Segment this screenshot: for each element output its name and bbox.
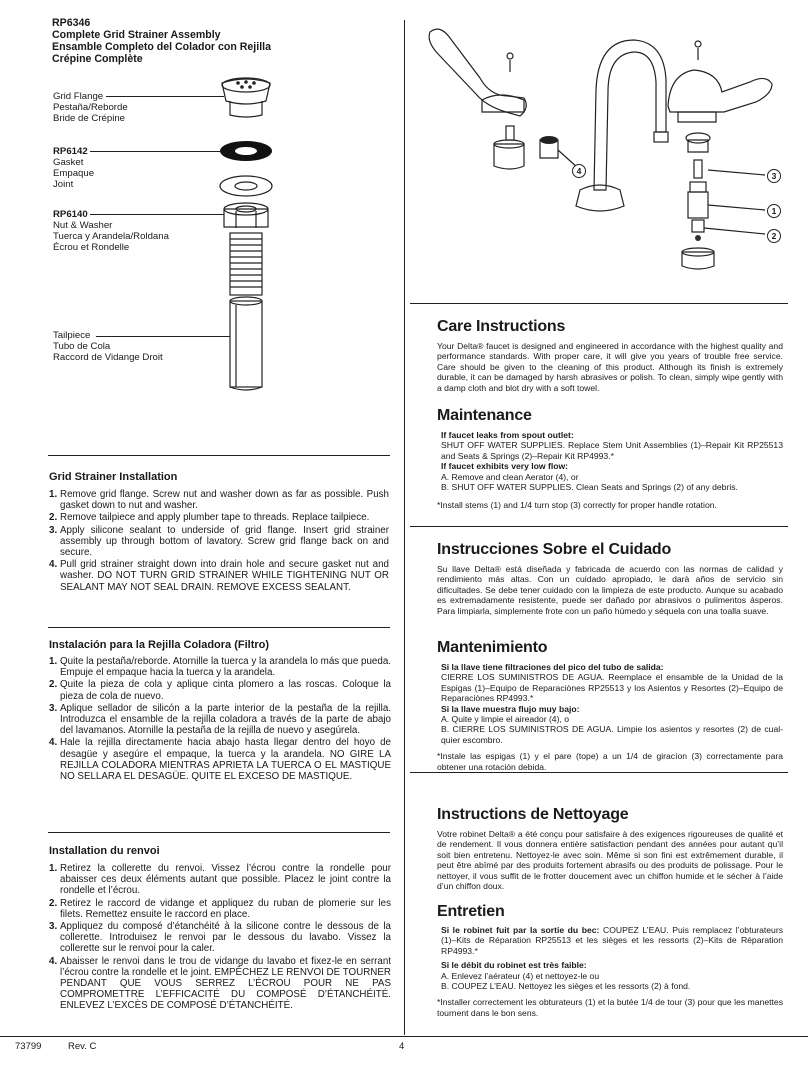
column-divider <box>404 20 405 1035</box>
rule-left-3 <box>48 832 390 833</box>
list-item: 1. Retirez la collerette du renvoi. Vissez l’écrou contre la rondelle pour abaisser ces deux éléments autant que possible. Placez le joint contre la rondelle et l’écrou. <box>49 863 391 897</box>
maint-es-body: Si la llave tiene filtraciones del pico del tubo de salida: CIERRE LOS SUMINISTROS DE AGUA. Reemplace el ensamble de la Unidad de la Espigas (1)–Equipo de Reparaciònes RP25513 y los Asientos y Resortes (2)–Equipo de Reparaciònes RP4993.* Si la llave muestra flujo muy bajo: A. Quite y limpie el aireador (4), o B. CIERRE LOS SUMINISTROS DE AGUA. Limpie los asientos y resortes (2) de cual-quier escombro. *Instale las espigas (1) y el pare (tope) a un 1/4 de giracíon (3) correctamente para obtener una rotación debida. <box>437 662 783 772</box>
care-en-text: Your Delta® faucet is designed and engineered in accordance with the highest quality and performance standards. With proper care, it will give you years of trouble free service. Care should be given to the cleaning of this product. Although its finish is extremely durable, it can be damaged by harsh abrasives or polish. To clean, simply wipe gently with a damp cloth and blot dry with a soft towel. <box>437 341 783 393</box>
grid-fr-title: Installation du renvoi <box>49 845 160 857</box>
list-item: 1. Remove grid flange. Screw nut and washer down as far as possible. Push gasket down to nut and washer. <box>49 489 389 512</box>
grid-fr-steps <box>49 863 391 1013</box>
rule-left-1 <box>48 455 390 456</box>
list-item: 1. Quite la pestaña/reborde. Atornille la tuerca y la arandela lo más que pueda. Empuje el empaque hacia la tuerca y la arandela. <box>49 656 391 679</box>
title-block <box>52 17 271 65</box>
list-item: 2. Quite la pieza de cola y aplique cinta plomero a las roscas. Coloque la pieza de cola de nuevo. <box>49 679 391 702</box>
callout-4: 4 <box>572 164 586 178</box>
screw-left <box>507 53 513 72</box>
list-item: 3. Apply silicone sealant to underside of grid flange. Insert grid strainer assembly up through bottom of lavatory. Screw grid flange back on and secure. <box>49 524 389 559</box>
rule-left-2 <box>48 627 390 628</box>
washer-drawing <box>220 176 272 196</box>
left-stem-drawing <box>494 126 524 169</box>
nut-drawing <box>224 203 268 228</box>
list-item: 4. Pull grid strainer straight down into drain hole and secure gasket nut and washer. DO NOT TURN GRID STRAINER WHILE TIGHTENING NUT OR SEALANT MAY NOT SEAL DRAIN. REMOVE EXCESS SEALANT. <box>49 559 389 593</box>
care-fr-text: Votre robinet Delta® a été conçu pour satisfaire à des exigences rigoureuses de qualité et de rendement. Il vous donnera entière satisfaction pendant des années pour autant qu’il soit bien entretenu. Nettoyez-le avec soin. Même si son fini est extrêmement durable, il peut être abîmé par des produits fortement abrasifs ou des produits de polissage. Pour le nettoyer, il vous suffit de le frotter doucement avec un chiffon humide et le sécher à l’aide d’un chiffon doux. <box>437 829 783 892</box>
grid-strainer-diagram <box>200 75 320 395</box>
care-es-title: Instrucciones Sobre el Cuidado <box>437 541 672 558</box>
leader-grid-flange <box>106 96 224 97</box>
grid-es-title: Instalación para la Rejilla Coladora (Filtro) <box>49 639 270 651</box>
grid-en-title: Grid Strainer Installation <box>49 471 178 483</box>
faucet-diagram <box>420 20 800 280</box>
title-fr: Crépine Complète <box>52 53 143 65</box>
maint-en-title: Maintenance <box>437 407 532 424</box>
list-item: 3. Appliquez du composé d’étanchéité à la silicone contre le dessous de la collerette. Introduisez le renvoi par le dessous du lavabo. Vissez la collerette sur le renvoi pour la caler. <box>49 921 391 955</box>
maint-fr-title: Entretien <box>437 903 505 920</box>
label-tailpiece: Tailpiece Tubo de Cola Raccord de Vidange Droit <box>53 330 163 363</box>
part-number: RP6346 <box>52 17 91 29</box>
footer-revision: Rev. C <box>68 1041 97 1052</box>
care-es-text: Su llave Delta® está diseñada y fabricada de acuerdo con las normas de calidad y rendimiento más altas. Con un cuidado apropiado, le darà años de servicio sin dificultades. Se debe tener cuidado con la limpieza de este producto. Aunque su acabado es extremadamente resistente, puede ser dañado por abrasivos o pulimentos ásperos. Para limpiarla, simplemente frote con un paño húmedo y séquela con una toalla suave. <box>437 564 783 616</box>
label-nut-washer: RP6140 Nut & Washer Tuerca y Arandela/Roldana Écrou et Rondelle <box>53 209 169 253</box>
title-en: Complete Grid Strainer Assembly <box>52 29 221 41</box>
list-item: 2. Remove tailpiece and apply plumber tape to threads. Replace tailpiece. <box>49 512 370 524</box>
care-fr-title: Instructions de Nettoyage <box>437 806 629 823</box>
list-item: 2. Retirez le raccord de vidange et appliquez du ruban de plomerie sur les filets. Remettez ensuite le raccord en place. <box>49 897 391 920</box>
aerator-drawing <box>540 136 558 158</box>
care-en-title: Care Instructions <box>437 318 566 335</box>
grid-es-steps <box>49 656 391 783</box>
title-es: Ensamble Completo del Colador con Rejilla <box>52 41 271 53</box>
leader-gasket <box>90 151 220 152</box>
label-gasket: RP6142 Gasket Empaque Joint <box>53 146 95 190</box>
footer-page-number: 4 <box>399 1041 405 1052</box>
rule-bottom <box>0 1036 808 1037</box>
right-stem-drawing <box>682 133 714 269</box>
callout-2: 2 <box>767 229 781 243</box>
rule-right-3 <box>410 772 788 773</box>
rule-right-1 <box>410 303 788 304</box>
rule-right-2 <box>410 526 788 527</box>
spout-drawing <box>576 40 668 211</box>
gasket-drawing <box>220 141 272 161</box>
screw-right <box>695 41 701 60</box>
callout-3: 3 <box>767 169 781 183</box>
maint-es-title: Mantenimiento <box>437 639 548 656</box>
leader-nut <box>90 214 224 215</box>
right-handle-drawing <box>668 70 772 122</box>
list-item: 3. Aplique sellador de silicón a la parte interior de la pestaña de la rejilla. Introduzca el ensamble de la rejilla coladora a través de la parte de abajo del lavamanos. Atornille la pestaña de la rejilla de nuevo y asegúrela. <box>49 702 391 737</box>
grid-flange-drawing <box>222 78 270 117</box>
callout-1: 1 <box>767 204 781 218</box>
footer-doc-number: 73799 <box>15 1041 42 1052</box>
list-item: 4. Hale la rejilla directamente hacia abajo hasta llegar dentro del hoyo de desagüe y asegúre el empaque, la tuerca y la arandela. NO GIRE LA REJILLA COLADORA MIENTRAS APRIETA LA TUERCA O EL MASTIQUE NO SELLARA EL DESAGÜE. QUITE EL EXCESO DE MASTIQUE. <box>49 737 391 783</box>
list-item: 4. Abaisser le renvoi dans le trou de vidange du lavabo et fixez-le en serrant l’écrou contre la rondelle et le joint. EMPÊCHEZ LE RENVOI DE TOURNER PENDANT QUE VOUS SERREZ L’ÉCROU POUR NE PAS COMPROMETTRE L’EFFICACITÉ DU COMPOSÉ D’ÉTANCHÉITÉ. ENLEVEZ L’EXCÈS DE COMPOSÉ D’ÉTANCHÉITÉ. <box>49 955 391 1012</box>
label-grid-flange: Grid Flange Pestaña/Reborde Bride de Crépine <box>53 91 128 124</box>
left-handle-drawing <box>429 29 526 116</box>
maint-en-body: If faucet leaks from spout outlet: SHUT OFF WATER SUPPLIES. Replace Stem Unit Assemblies (1)–Repair Kit RP25513 and Seats & Springs (2)–Repair Kit RP4993.* If faucet exhibits very low flow: A. Remove and clean Aerator (4), or B. SHUT OFF WATER SUPPLIES. Clean Seats and Springs (2) of any debris. *Install stems (1) and 1/4 turn stop (3) correctly for proper handle rotation. <box>437 430 783 511</box>
maint-fr-body: Si le robinet fuit par la sortie du bec: COUPEZ L’EAU. Puis remplacez l’obturateurs (1)–Kits de Réparation RP25513 et les sièges et les ressorts (2)–Kits de Réparation RP4993.* Si le débit du robinet est très faible: A. Enlevez l’aérateur (4) et nettoyez-le ou B. COUPEZ L’EAU. Nettoyez les sièges et les ressorts (2) à fond. *Installer correctement les obturateurs (1) et la butée 1/4 de tour (3) pour que les manettes tournent dans le bon sens. <box>437 925 783 1018</box>
leader-tailpiece <box>96 336 230 337</box>
grid-en-steps <box>49 489 389 594</box>
tailpiece-drawing <box>230 233 262 390</box>
